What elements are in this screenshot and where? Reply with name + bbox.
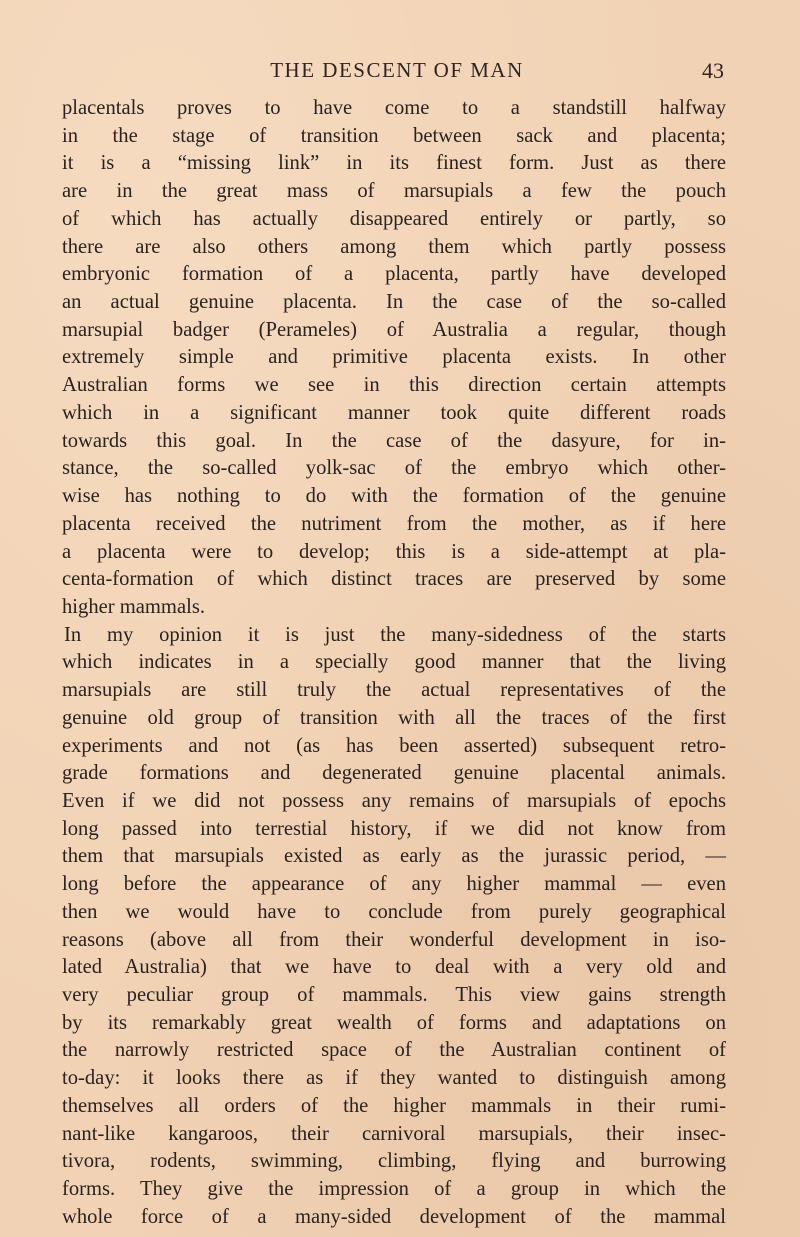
- text-line: stance, the so-called yolk-sac of the embryo which other-: [62, 457, 726, 480]
- text-line: which indicates in a specially good manner that the living: [62, 651, 726, 674]
- text-line: are in the great mass of marsupials a few the pouch: [62, 180, 726, 203]
- text-line: embryonic formation of a placenta, partly have developed: [62, 263, 726, 286]
- text-line: to-day: it looks there as if they wanted to distinguish among: [62, 1067, 726, 1090]
- text-line: which in a significant manner took quite different roads: [62, 401, 726, 424]
- text-line: in the stage of transition between sack and placenta;: [62, 124, 726, 147]
- text-line: towards this goal. In the case of the dasyure, for in-: [62, 429, 726, 452]
- running-head-title: THE DESCENT OF MAN: [270, 58, 524, 82]
- text-line: experiments and not (as has been asserted) subsequent retro-: [62, 734, 726, 757]
- text-line: there are also others among them which partly possess: [62, 235, 726, 258]
- text-line: it is a “missing link” in its finest form. Just as there: [62, 152, 726, 175]
- text-line: the narrowly restricted space of the Australian continent of: [62, 1039, 726, 1062]
- text-line: themselves all orders of the higher mammals in their rumi-: [62, 1094, 726, 1117]
- text-line: long before the appearance of any higher mammal — even: [62, 873, 726, 896]
- text-line: by its remarkably great wealth of forms and adaptations on: [62, 1011, 726, 1034]
- text-line: very peculiar group of mammals. This view gains strength: [62, 984, 726, 1006]
- text-line: whole force of a many-sided development of the mammal: [62, 1205, 726, 1228]
- text-line: forms. They give the impression of a group in which the: [62, 1178, 726, 1201]
- text-line: a placenta were to develop; this is a side-attempt at pla-: [62, 540, 726, 563]
- text-line: In my opinion it is just the many-sidedness of the starts: [64, 623, 726, 646]
- text-line: wise has nothing to do with the formation of the genuine: [62, 485, 726, 508]
- text-line: of which has actually disappeared entirely or partly, so: [62, 207, 726, 230]
- text-line: extremely simple and primitive placenta exists. In other: [62, 346, 726, 369]
- text-line: Australian forms we see in this direction certain attempts: [62, 374, 726, 397]
- text-line: tivora, rodents, swimming, climbing, flying and burrowing: [62, 1150, 726, 1173]
- body-text: [62, 95, 726, 1231]
- text-line: then we would have to conclude from purely geographical: [62, 900, 726, 923]
- text-line: placentals proves to have come to a standstill halfway: [62, 97, 726, 119]
- text-line: lated Australia) that we have to deal with a very old and: [62, 956, 726, 979]
- text-line: centa-formation of which distinct traces are preserved by some: [62, 568, 726, 591]
- text-line: placenta received the nutriment from the mother, as if here: [62, 512, 726, 535]
- text-line: marsupials are still truly the actual representatives of the: [62, 679, 726, 702]
- page-number: 43: [702, 58, 724, 83]
- text-line: marsupial badger (Perameles) of Australia a regular, though: [62, 318, 726, 341]
- running-head: [62, 58, 732, 88]
- text-line: an actual genuine placenta. In the case of the so-called: [62, 291, 726, 314]
- text-line: nant-like kangaroos, their carnivoral marsupials, their insec-: [62, 1122, 726, 1145]
- text-line: Even if we did not possess any remains of marsupials of epochs: [62, 789, 726, 812]
- text-line: reasons (above all from their wonderful development in iso-: [62, 928, 726, 951]
- text-line: long passed into terrestial history, if we did not know from: [62, 817, 726, 840]
- text-line: higher mammals.: [62, 595, 205, 618]
- text-line: grade formations and degenerated genuine placental animals.: [62, 762, 726, 785]
- text-line: them that marsupials existed as early as the jurassic period, —: [62, 845, 726, 868]
- text-line: genuine old group of transition with all the traces of the first: [62, 706, 726, 729]
